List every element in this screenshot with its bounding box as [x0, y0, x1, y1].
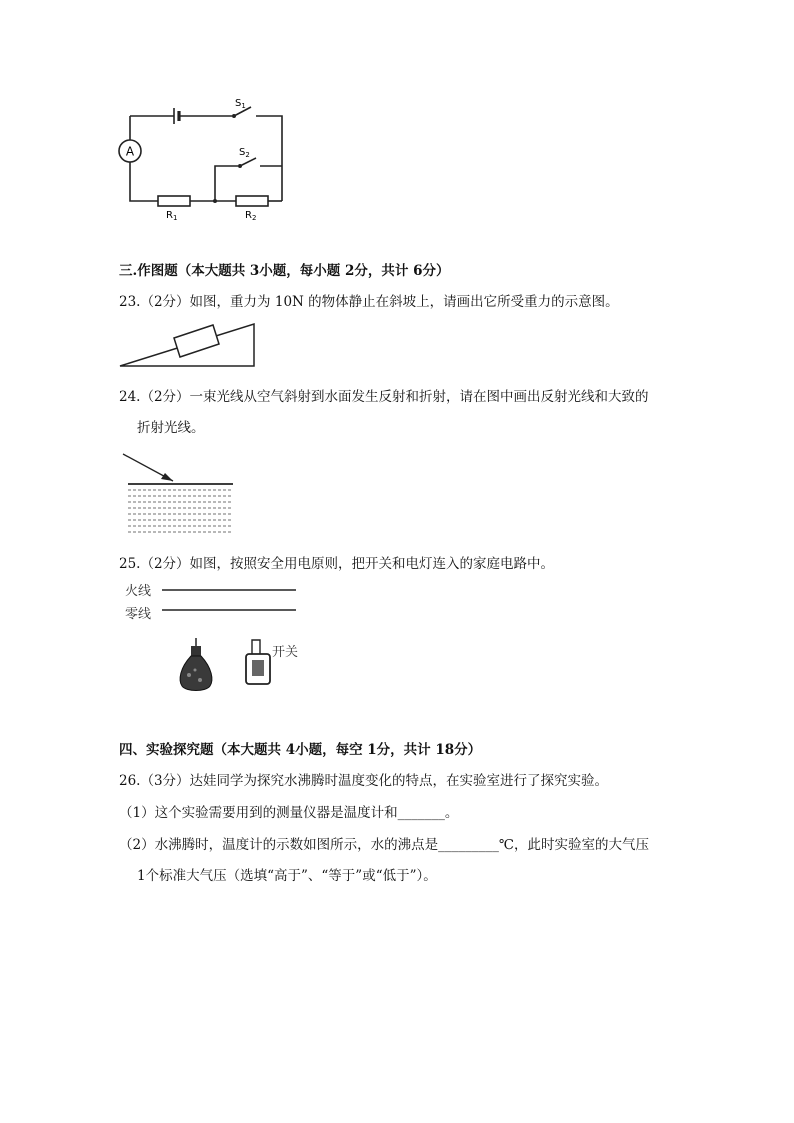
- question-23: 23.（2分）如图，重力为 10N 的物体静止在斜坡上，请画出它所受重力的示意图。: [119, 294, 619, 310]
- circuit-diagram: [110, 95, 300, 220]
- s1-label: $S_1$: [235, 98, 246, 110]
- question-26-part2-line1: （2）水沸腾时，温度计的示数如图所示，水的沸点是_________℃，此时实验室的大气压: [119, 837, 649, 853]
- r1-label: $R_1$: [166, 210, 178, 220]
- question-26: 26.（3分）达娃同学为探究水沸腾时温度变化的特点，在实验室进行了探究实验。: [119, 773, 609, 789]
- incline-diagram: [118, 318, 258, 368]
- question-26-part1: （1）这个实验需要用到的测量仪器是温度计和_______。: [119, 805, 459, 821]
- question-26-part2-line2: 1个标准大气压（选填“高于”、“等于”或“低于”）。: [137, 868, 437, 884]
- neutral-wire-label: 零线: [125, 607, 152, 622]
- live-wire-label: 火线: [125, 584, 152, 599]
- question-25: 25.（2分）如图，按照安全用电原则，把开关和电灯连入的家庭电路中。: [119, 556, 555, 572]
- question-24-line1: 24.（2分）一束光线从空气斜射到水面发生反射和折射，请在图中画出反射光线和大致的: [119, 389, 649, 405]
- ammeter-label: A: [125, 144, 135, 159]
- r2-label: $R_2$: [245, 210, 257, 220]
- section-3-heading: 三.作图题（本大题共 3小题，每小题 2分，共计 6分）: [119, 263, 450, 279]
- switch-label: 开关: [272, 645, 299, 660]
- switch-icon: [246, 640, 270, 684]
- s2-label: $S_2$: [239, 147, 250, 159]
- section-4-heading: 四、实验探究题（本大题共 4小题，每空 1分，共计 18分）: [119, 742, 482, 758]
- question-24-line2: 折射光线。: [137, 420, 205, 436]
- water-refraction-diagram: [118, 448, 238, 538]
- bulb-icon: [180, 638, 212, 691]
- household-circuit: [150, 580, 310, 695]
